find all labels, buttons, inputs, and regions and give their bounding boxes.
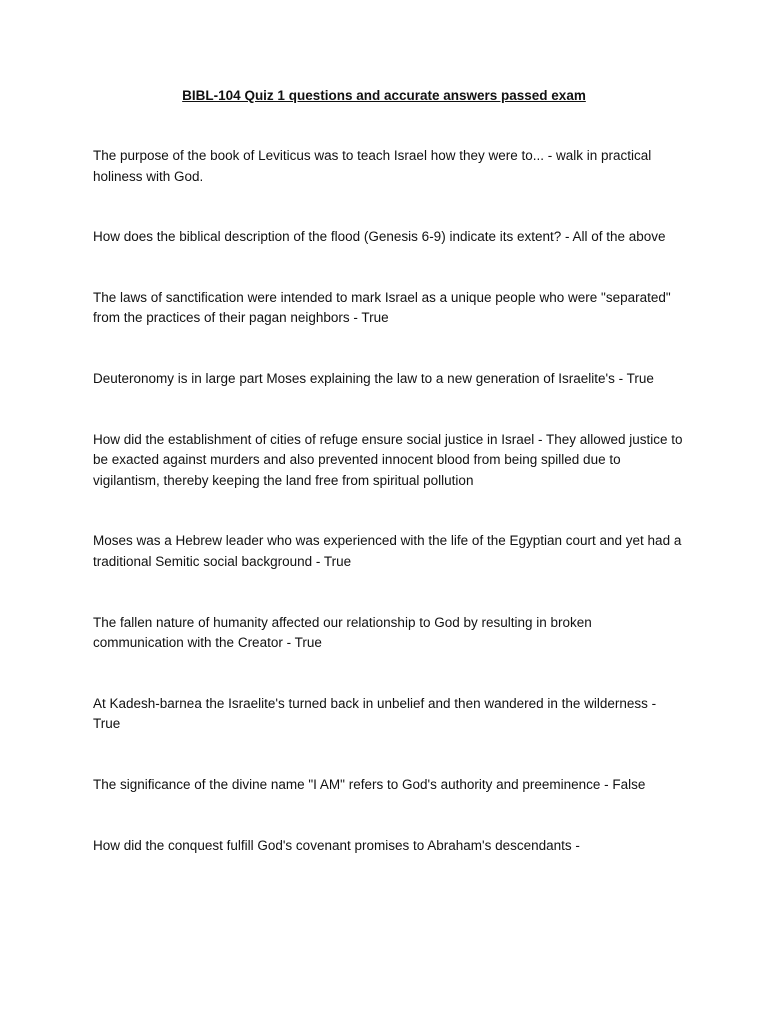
question-item: How did the conquest fulfill God's covenant promises to Abraham's descendants - — [93, 837, 580, 853]
question-item: The laws of sanctification were intended to mark Israel as a unique people who were "separated" from the practices of their pagan neighbors - True — [93, 289, 671, 326]
document-title: BIBL-104 Quiz 1 questions and accurate answers passed exam — [182, 88, 586, 103]
question-item: The fallen nature of humanity affected our relationship to God by resulting in broken communication with the Creator - True — [93, 614, 592, 651]
question-item: How does the biblical description of the flood (Genesis 6-9) indicate its extent? - All of the above — [93, 229, 666, 245]
question-item: Moses was a Hebrew leader who was experienced with the life of the Egyptian court and yet had a traditional Semitic social background - True — [93, 533, 682, 569]
question-item: Deuteronomy is in large part Moses explaining the law to a new generation of Israelite's - True — [93, 370, 654, 386]
question-item: The significance of the divine name "I AM" refers to God's authority and preeminence - False — [93, 776, 646, 792]
question-item: How did the establishment of cities of refuge ensure social justice in Israel - They allowed justice to be exacted against murders and also prevented innocent blood from being spilled due to vigilantism, thereby keeping the land free from spiritual pollution — [93, 431, 683, 488]
question-answer-list — [93, 146, 683, 896]
question-item: The purpose of the book of Leviticus was to teach Israel how they were to... - walk in practical holiness with God. — [93, 148, 652, 184]
question-item: At Kadesh-barnea the Israelite's turned back in unbelief and then wandered in the wilderness - True — [93, 695, 657, 732]
